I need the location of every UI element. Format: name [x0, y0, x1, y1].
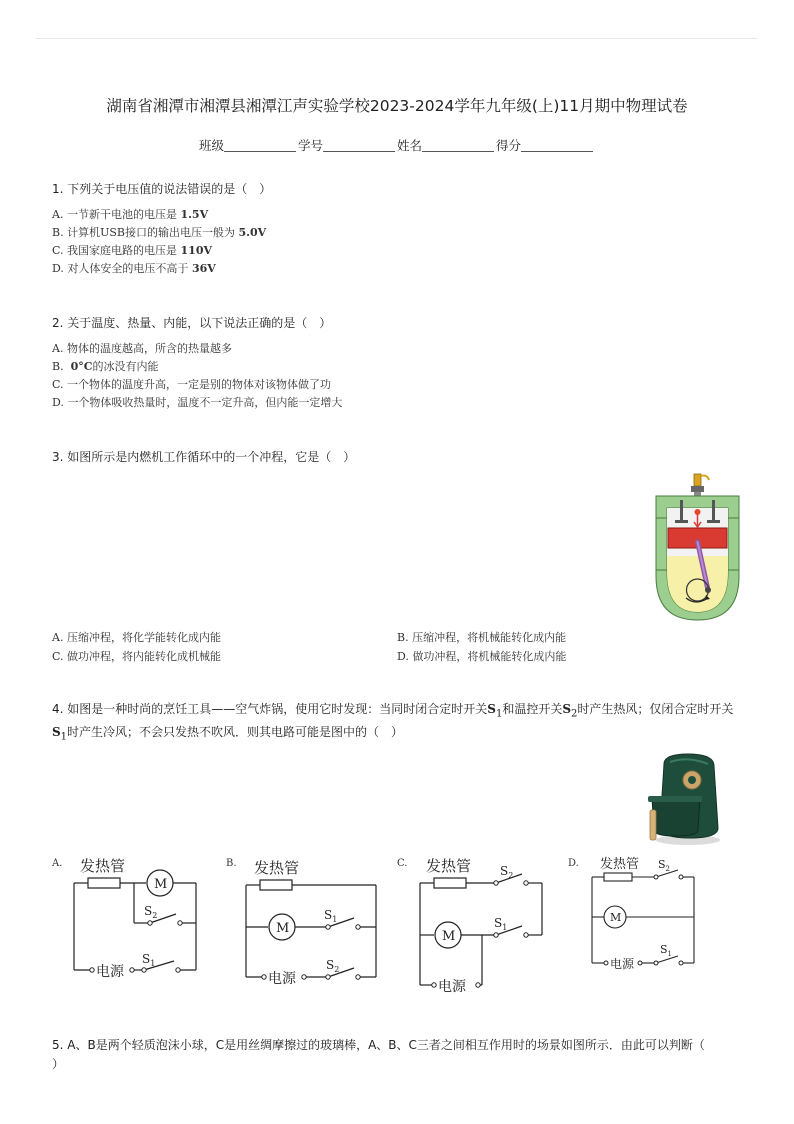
q3-option-d[interactable]: D. 做功冲程，将机械能转化成内能 [397, 650, 567, 663]
switch-s1-label: $S_1$ [660, 943, 673, 958]
circuit-diagram-c [412, 855, 552, 995]
heater-label: 发热管 [426, 857, 472, 875]
power-source-label: 电源 [610, 957, 635, 971]
switch-s2-label: $S_2$ [500, 864, 514, 880]
score-field[interactable]: 得分 [496, 136, 595, 154]
circuit-diagram-b [240, 855, 385, 990]
q4-option-c[interactable]: C. [397, 858, 408, 869]
switch-s2-label: $S_2$ [326, 958, 340, 974]
switch-s1-label: $S_1$ [142, 952, 156, 968]
heater-label: 发热管 [80, 857, 126, 875]
student-info-line [0, 136, 794, 154]
motor-label: M [276, 921, 290, 936]
q3-option-b[interactable]: B. 压缩冲程，将机械能转化成内能 [397, 631, 567, 644]
switch-s2-label: $S_2$ [658, 858, 671, 873]
question-1-stem: 1. 下列关于电压值的说法错误的是（ ） [52, 182, 272, 196]
q4-option-d[interactable]: D. [568, 858, 579, 869]
student-id-field[interactable]: 学号 [298, 136, 397, 154]
q1-option-c[interactable]: C. 我国家庭电路的电压是 110V [52, 244, 213, 257]
switch-s1-label: $S_1$ [324, 908, 338, 924]
q3-option-c[interactable]: C. 做功冲程，将内能转化成机械能 [52, 650, 222, 663]
engine-stroke-figure [650, 472, 745, 622]
power-source-label: 电源 [96, 964, 124, 980]
q2-option-a[interactable]: A. 物体的温度越高，所含的热量越多 [52, 342, 232, 355]
exam-title: 湖南省湘潭市湘潭县湘潭江声实验学校2023-2024学年九年级(上)11月期中物理试卷 [106, 97, 688, 115]
power-source-label: 电源 [268, 971, 296, 987]
motor-label: M [442, 929, 456, 944]
question-2-stem: 2. 关于温度、热量、内能，以下说法正确的是（ ） [52, 316, 332, 330]
q1-option-d[interactable]: D. 对人体安全的电压不高于 36V [52, 262, 216, 275]
q4-option-a[interactable]: A. [52, 858, 63, 869]
motor-label: M [154, 877, 168, 892]
switch-s1-label: $S_1$ [494, 916, 508, 932]
q2-option-b[interactable]: B. 0°C的冰没有内能 [52, 360, 159, 373]
name-field[interactable]: 姓名 [397, 136, 496, 154]
q1-option-b[interactable]: B. 计算机USB接口的输出电压一般为 5.0V [52, 226, 267, 239]
question-5-stem: 5. A、B是两个轻质泡沫小球，C是用丝绸摩擦过的玻璃棒，A、B、C三者之间相互作用时的场景如图所示．由此可以判断（ ） [52, 1038, 705, 1071]
switch-s2-label: $S_2$ [144, 904, 158, 920]
circuit-diagram-d [586, 855, 701, 973]
q2-option-c[interactable]: C. 一个物体的温度升高，一定是别的物体对该物体做了功 [52, 378, 332, 391]
question-3-stem: 3. 如图所示是内燃机工作循环中的一个冲程，它是（ ） [52, 450, 356, 464]
q3-option-a[interactable]: A. 压缩冲程，将化学能转化成内能 [52, 631, 221, 644]
motor-label: M [610, 911, 622, 924]
question-4-stem: 4. 如图是一种时尚的烹饪工具——空气炸锅，使用它时发现：当同时闭合定时开关$S_1$和温控开关$S_2$时产生热风；仅闭合定时开关 $S_1$时产生冷风；不会只发热不吹风．则其电路可能是图中的（ ） [52, 702, 734, 743]
q4-option-b[interactable]: B. [226, 858, 237, 869]
heater-label: 发热管 [254, 859, 300, 877]
power-source-label: 电源 [438, 979, 466, 995]
q1-option-a[interactable]: A. 一节新干电池的电压是 1.5V [52, 208, 209, 221]
heater-label: 发热管 [600, 857, 640, 872]
air-fryer-image [642, 752, 732, 852]
q2-option-d[interactable]: D. 一个物体吸收热量时，温度不一定升高，但内能一定增大 [52, 396, 343, 409]
class-field[interactable]: 班级 [199, 136, 298, 154]
circuit-diagram-a [66, 855, 206, 985]
page-top-rule [36, 38, 758, 39]
